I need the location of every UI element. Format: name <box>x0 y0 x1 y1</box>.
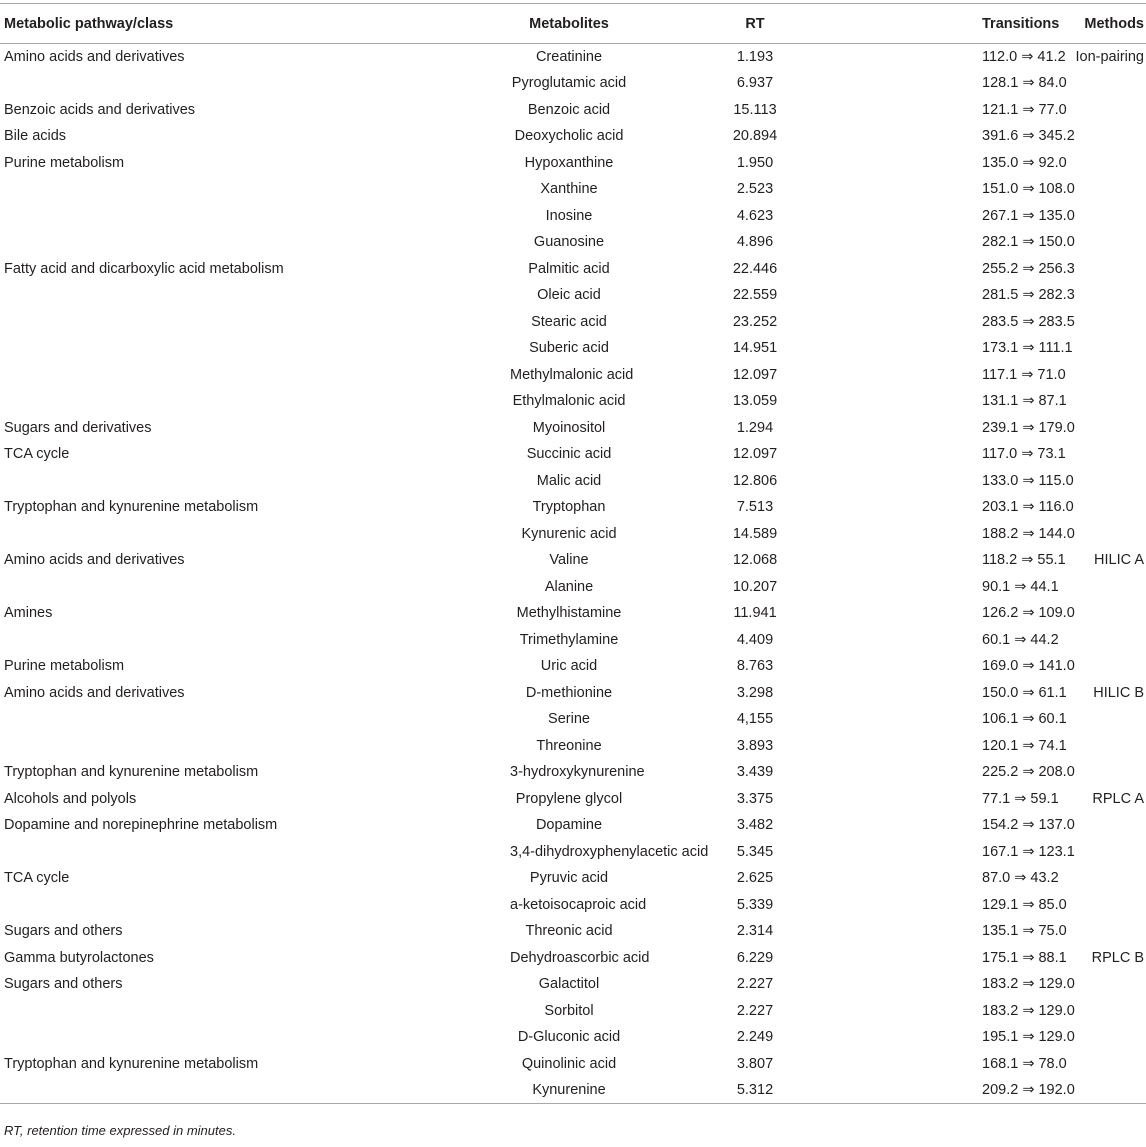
cell-rt: 1.193 <box>736 49 774 65</box>
cell-pathway <box>0 229 380 256</box>
cell-metabolite: Stearic acid <box>531 313 607 330</box>
cell-rt: 1.294 <box>736 419 774 436</box>
cell-rt: 4.896 <box>736 234 774 251</box>
cell-transition: 135.1 ⇒ 75.0 <box>982 923 1067 940</box>
cell-pathway <box>0 1077 380 1104</box>
cell-transition: 169.0 ⇒ 141.0 <box>982 658 1075 675</box>
cell-rt: 6.937 <box>736 75 774 92</box>
table-row <box>0 600 1146 627</box>
cell-pathway: Fatty acid and dicarboxylic acid metabolism <box>4 260 284 277</box>
cell-metabolite: Pyruvic acid <box>529 870 609 887</box>
cell-transition: 188.2 ⇒ 144.0 <box>982 525 1075 542</box>
cell-transition: 135.0 ⇒ 92.0 <box>982 154 1067 171</box>
cell-rt: 3.375 <box>736 790 774 807</box>
table-row <box>0 653 1146 680</box>
cell-pathway: Dopamine and norepinephrine metabolism <box>4 817 278 834</box>
cell-transition: 225.2 ⇒ 208.0 <box>982 764 1075 781</box>
cell-rt: 2.249 <box>736 1029 774 1046</box>
cell-transition: 112.0 ⇒ 41.2 <box>982 49 1066 65</box>
cell-rt: 4.623 <box>736 207 774 224</box>
cell-pathway: Tryptophan and kynurenine metabolism <box>4 1055 259 1072</box>
cell-transition: 183.2 ⇒ 129.0 <box>982 976 1075 993</box>
cell-rt: 5.339 <box>736 896 774 913</box>
table-row <box>0 309 1146 336</box>
table-body <box>0 44 1146 1104</box>
cell-transition: 117.1 ⇒ 71.0 <box>982 366 1066 383</box>
metabolites-table-container <box>0 3 1146 1104</box>
cell-transition: 175.1 ⇒ 88.1 <box>982 949 1067 966</box>
cell-pathway: TCA cycle <box>4 870 70 887</box>
cell-transition: 150.0 ⇒ 61.1 <box>982 684 1067 701</box>
table-row <box>0 388 1146 415</box>
header-pathway: Metabolic pathway/class <box>0 4 380 44</box>
cell-rt: 11.941 <box>733 605 777 622</box>
cell-metabolite: a-ketoisocaproic acid <box>510 896 647 913</box>
cell-transition: 87.0 ⇒ 43.2 <box>982 870 1059 887</box>
cell-rt: 10.207 <box>732 578 778 595</box>
cell-rt: 5.345 <box>736 843 774 860</box>
cell-pathway <box>0 362 380 389</box>
cell-pathway <box>0 388 380 415</box>
cell-metabolite: 3-hydroxykynurenine <box>510 764 645 781</box>
cell-metabolite: Kynurenine <box>380 1077 632 1104</box>
table-row <box>0 150 1146 177</box>
cell-rt: 14.589 <box>732 525 778 542</box>
header-transitions: Transitions <box>872 4 1034 44</box>
table-row <box>0 123 1146 150</box>
table-row <box>0 627 1146 654</box>
table-row <box>0 229 1146 256</box>
cell-transition: 209.2 ⇒ 192.0 <box>872 1077 1034 1104</box>
table-row <box>0 759 1146 786</box>
cell-rt: 13.059 <box>732 393 778 410</box>
cell-metabolite: Succinic acid <box>526 446 612 463</box>
cell-metabolite: Uric acid <box>540 658 598 675</box>
cell-rt: 3.893 <box>736 737 774 754</box>
table-row <box>0 97 1146 124</box>
table-row <box>0 839 1146 866</box>
cell-metabolite: Malic acid <box>536 472 602 489</box>
cell-pathway <box>0 521 380 548</box>
cell-transition: 90.1 ⇒ 44.1 <box>982 578 1059 595</box>
cell-rt: 1.950 <box>736 154 774 171</box>
cell-rt: 14.951 <box>732 340 778 357</box>
cell-pathway: Purine metabolism <box>4 658 125 675</box>
cell-transition: 173.1 ⇒ 111.1 <box>982 340 1073 357</box>
cell-transition: 168.1 ⇒ 78.0 <box>982 1055 1067 1072</box>
cell-pathway <box>0 309 380 336</box>
cell-transition: 128.1 ⇒ 84.0 <box>982 75 1067 92</box>
cell-pathway <box>0 998 380 1025</box>
cell-transition: 154.2 ⇒ 137.0 <box>982 817 1075 834</box>
cell-metabolite: Propylene glycol <box>515 790 623 807</box>
cell-rt: 6.229 <box>736 949 774 966</box>
cell-pathway <box>0 706 380 733</box>
table-footnote: RT, retention time expressed in minutes. <box>4 1123 236 1138</box>
table-row <box>0 441 1146 468</box>
cell-pathway <box>0 468 380 495</box>
cell-metabolite: Xanthine <box>540 181 598 198</box>
cell-transition: 106.1 ⇒ 60.1 <box>982 711 1067 728</box>
cell-metabolite: D-Gluconic acid <box>517 1029 621 1046</box>
cell-rt: 4.409 <box>736 631 774 648</box>
table-row <box>0 733 1146 760</box>
cell-method: Ion-pairing <box>1075 49 1144 65</box>
cell-pathway <box>0 70 380 97</box>
table-row <box>0 521 1146 548</box>
metabolites-table <box>0 3 1146 1104</box>
cell-method: RPLC B <box>1091 949 1144 966</box>
cell-rt: 2.625 <box>736 870 774 887</box>
cell-transition: 126.2 ⇒ 109.0 <box>982 605 1075 622</box>
cell-pathway: Tryptophan and kynurenine metabolism <box>4 499 259 516</box>
table-row <box>0 918 1146 945</box>
cell-transition: 195.1 ⇒ 129.0 <box>982 1029 1075 1046</box>
cell-metabolite: Sorbitol <box>544 1002 594 1019</box>
cell-pathway: Purine metabolism <box>4 154 125 171</box>
cell-pathway <box>0 733 380 760</box>
cell-pathway: Alcohols and polyols <box>4 790 137 807</box>
cell-metabolite: Kynurenic acid <box>521 525 617 542</box>
cell-metabolite: Dehydroascorbic acid <box>510 949 650 966</box>
cell-transition: 118.2 ⇒ 55.1 <box>982 552 1066 569</box>
table-row <box>0 574 1146 601</box>
cell-rt: 7.513 <box>736 499 774 516</box>
cell-metabolite: Myoinositol <box>532 419 606 436</box>
cell-transition: 282.1 ⇒ 150.0 <box>982 234 1075 251</box>
cell-metabolite: Suberic acid <box>529 340 609 357</box>
table-row <box>0 1077 1146 1104</box>
cell-pathway <box>0 335 380 362</box>
cell-rt: 3.439 <box>736 764 774 781</box>
cell-transition: 131.1 ⇒ 87.1 <box>982 393 1067 410</box>
table-row <box>0 362 1146 389</box>
cell-metabolite: Methylmalonic acid <box>510 366 634 383</box>
cell-metabolite: Palmitic acid <box>528 260 610 277</box>
cell-rt: 2.314 <box>736 923 774 940</box>
table-row <box>0 44 1146 71</box>
header-row <box>0 4 1146 44</box>
cell-pathway: Sugars and others <box>4 976 123 993</box>
table-row <box>0 892 1146 919</box>
cell-transition: 151.0 ⇒ 108.0 <box>982 181 1075 198</box>
cell-rt: 3.298 <box>736 684 774 701</box>
cell-transition: 133.0 ⇒ 115.0 <box>982 472 1074 489</box>
cell-pathway: Sugars and derivatives <box>4 419 152 436</box>
table-header <box>0 4 1146 44</box>
cell-pathway <box>0 1024 380 1051</box>
cell-pathway <box>0 574 380 601</box>
cell-metabolite: Tryptophan <box>532 499 606 516</box>
table-row <box>0 494 1146 521</box>
cell-transition: 60.1 ⇒ 44.2 <box>982 631 1059 648</box>
cell-metabolite: Deoxycholic acid <box>514 128 624 145</box>
cell-pathway <box>0 839 380 866</box>
cell-metabolite: 3,4-dihydroxyphenylacetic acid <box>510 843 709 860</box>
table-row <box>0 998 1146 1025</box>
cell-metabolite: Serine <box>548 711 590 728</box>
table-row <box>0 1024 1146 1051</box>
cell-transition: 121.1 ⇒ 77.0 <box>982 101 1067 118</box>
cell-pathway: Sugars and others <box>4 923 123 940</box>
table-row <box>0 468 1146 495</box>
cell-method: RPLC A <box>1092 790 1144 807</box>
cell-pathway: Bile acids <box>4 128 67 145</box>
cell-rt: 3.482 <box>736 817 774 834</box>
cell-metabolite: Methylhistamine <box>516 605 622 622</box>
cell-transition: 203.1 ⇒ 116.0 <box>982 499 1074 516</box>
cell-pathway: Benzoic acids and derivatives <box>4 101 196 118</box>
cell-transition: 267.1 ⇒ 135.0 <box>982 207 1075 224</box>
table-row <box>0 415 1146 442</box>
cell-rt: 2.523 <box>736 181 774 198</box>
cell-pathway: TCA cycle <box>4 446 70 463</box>
cell-rt: 3.807 <box>736 1055 774 1072</box>
cell-metabolite: Threonic acid <box>525 923 613 940</box>
cell-pathway <box>0 892 380 919</box>
cell-rt: 4,155 <box>736 711 774 728</box>
cell-rt: 8.763 <box>736 658 774 675</box>
cell-metabolite: Ethylmalonic acid <box>512 393 626 410</box>
cell-metabolite: Galactitol <box>538 976 600 993</box>
cell-rt: 12.097 <box>732 366 778 383</box>
table-row <box>0 680 1146 707</box>
cell-transition: 391.6 ⇒ 345.2 <box>982 128 1075 145</box>
cell-metabolite: Guanosine <box>533 234 605 251</box>
cell-metabolite: Creatinine <box>535 49 603 65</box>
cell-pathway: Amines <box>4 605 53 622</box>
cell-rt: 20.894 <box>732 128 778 145</box>
cell-pathway <box>0 176 380 203</box>
cell-transition: 129.1 ⇒ 85.0 <box>982 896 1067 913</box>
table-row <box>0 706 1146 733</box>
cell-metabolite: Pyroglutamic acid <box>511 75 627 92</box>
cell-pathway: Tryptophan and kynurenine metabolism <box>4 764 259 781</box>
cell-metabolite: Quinolinic acid <box>521 1055 617 1072</box>
table-row <box>0 203 1146 230</box>
cell-pathway <box>0 627 380 654</box>
cell-rt: 2.227 <box>736 1002 774 1019</box>
table-row <box>0 256 1146 283</box>
cell-pathway: Amino acids and derivatives <box>4 552 185 569</box>
table-row <box>0 176 1146 203</box>
cell-metabolite: Oleic acid <box>537 287 601 304</box>
table-row <box>0 812 1146 839</box>
cell-method: HILIC B <box>1093 684 1144 701</box>
cell-rt: 12.806 <box>732 472 778 489</box>
table-row <box>0 786 1146 813</box>
cell-transition: 239.1 ⇒ 179.0 <box>982 419 1075 436</box>
table-row <box>0 865 1146 892</box>
cell-metabolite: Valine <box>549 552 589 569</box>
cell-transition: 255.2 ⇒ 256.3 <box>982 260 1075 277</box>
cell-metabolite: Trimethylamine <box>519 631 619 648</box>
header-rt: RT <box>632 4 872 44</box>
cell-transition: 281.5 ⇒ 282.3 <box>982 287 1075 304</box>
table-row <box>0 282 1146 309</box>
table-row <box>0 1051 1146 1078</box>
table-row <box>0 971 1146 998</box>
cell-rt: 2.227 <box>736 976 774 993</box>
header-methods: Methods <box>1034 4 1146 44</box>
cell-rt: 15.113 <box>733 101 777 118</box>
table-row <box>0 70 1146 97</box>
cell-rt: 23.252 <box>732 313 778 330</box>
cell-transition: 120.1 ⇒ 74.1 <box>982 737 1067 754</box>
cell-metabolite: Hypoxanthine <box>524 154 614 171</box>
table-row <box>0 547 1146 574</box>
cell-pathway <box>0 282 380 309</box>
cell-rt: 22.559 <box>732 287 778 304</box>
cell-metabolite: Inosine <box>545 207 593 224</box>
cell-rt: 22.446 <box>732 260 778 277</box>
cell-pathway: Gamma butyrolactones <box>4 949 154 966</box>
cell-transition: 117.0 ⇒ 73.1 <box>982 446 1066 463</box>
cell-rt: 12.097 <box>732 446 778 463</box>
cell-metabolite: D-methionine <box>525 684 613 701</box>
table-row <box>0 945 1146 972</box>
cell-transition: 167.1 ⇒ 123.1 <box>982 843 1075 860</box>
cell-rt: 5.312 <box>632 1077 872 1104</box>
cell-pathway: Amino acids and derivatives <box>4 49 185 65</box>
cell-metabolite: Alanine <box>544 578 594 595</box>
cell-metabolite: Benzoic acid <box>527 101 611 118</box>
cell-pathway <box>0 203 380 230</box>
cell-transition: 183.2 ⇒ 129.0 <box>982 1002 1075 1019</box>
cell-transition: 283.5 ⇒ 283.5 <box>982 313 1075 330</box>
cell-method: HILIC A <box>1094 552 1144 569</box>
cell-metabolite: Dopamine <box>535 817 603 834</box>
header-metabolites: Metabolites <box>380 4 632 44</box>
cell-metabolite: Threonine <box>536 737 602 754</box>
table-row <box>0 335 1146 362</box>
cell-transition: 77.1 ⇒ 59.1 <box>982 790 1059 807</box>
cell-pathway: Amino acids and derivatives <box>4 684 185 701</box>
cell-rt: 12.068 <box>732 552 778 569</box>
